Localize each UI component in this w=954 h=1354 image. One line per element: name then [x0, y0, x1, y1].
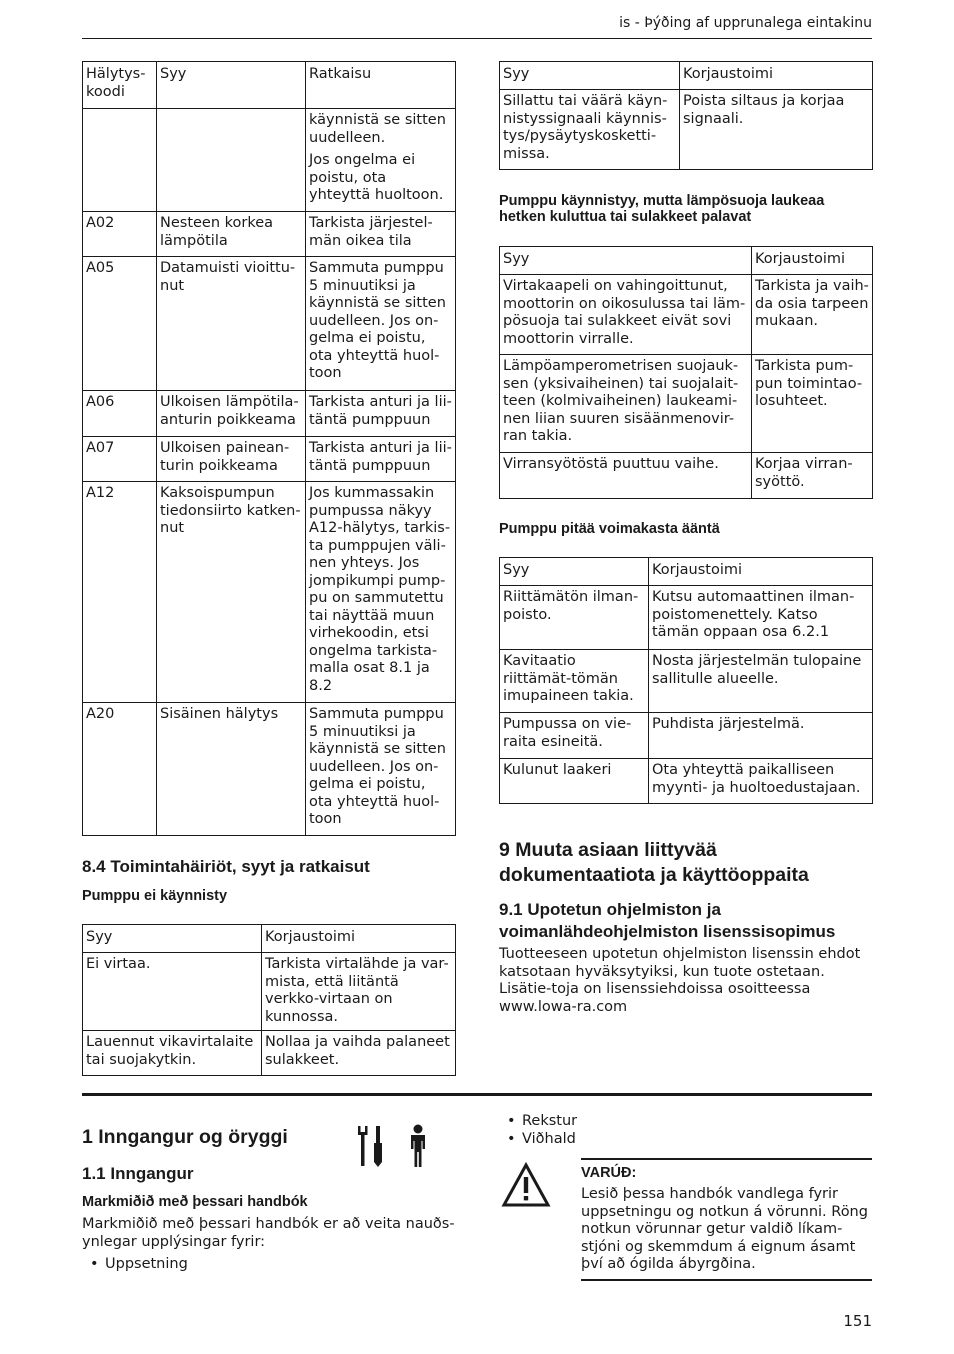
alarm-cause	[157, 109, 306, 212]
action-cell: Nosta järjestelmän tulopaine sallitulle alueelle.	[649, 650, 873, 713]
cause-cell: Pumpussa on vie-raita esineitä.	[500, 713, 649, 759]
column-header-cause: Syy	[83, 925, 262, 953]
alarm-solution: Tarkista anturi ja lii-täntä pumppuun	[306, 391, 456, 437]
alarm-cause: Kaksoispumpun tiedonsiirto katken-nut	[157, 482, 306, 703]
table-row	[83, 703, 456, 836]
alarm-cause: Datamuisti vioittu-nut	[157, 257, 306, 391]
table-row	[83, 482, 456, 703]
section-9-title: 9 Muuta asiaan liittyvää dokumentaatiota ja käyttöoppaita	[499, 839, 809, 886]
icelandic-subtitle: 1.1 Inngangur	[82, 1164, 194, 1183]
purpose-heading: Markmiðið með þessari handbók	[82, 1194, 308, 1210]
column-header-code: Hälytys- koodi	[83, 62, 157, 109]
noise-heading: Pumppu pitää voimakasta ääntä	[499, 521, 720, 537]
column-header-action: Korjaustoimi	[752, 247, 873, 275]
person-icon	[407, 1124, 429, 1168]
table-row	[500, 759, 873, 804]
action-cell: Tarkista ja vaih-da osia tarpeen mukaan.	[752, 275, 873, 355]
page-header: is - Þýðing af upprunalega eintakinu	[619, 15, 872, 31]
alarm-cause: Nesteen korkea lämpötila	[157, 212, 306, 257]
alarm-solution: Sammuta pumppu 5 minuutiksi ja käynnistä se sitten uudelleen. Jos on-gelma ei poistu, ota yhteyttä huol-toon	[306, 257, 456, 391]
table-row	[83, 257, 456, 391]
alarm-table	[82, 61, 456, 836]
alarm-code: A05	[83, 257, 157, 391]
noise-table	[499, 557, 873, 804]
alarm-cause: Ulkoisen painean-turin poikkeama	[157, 437, 306, 482]
section-divider	[82, 1093, 872, 1096]
alarm-solution: Sammuta pumppu 5 minuutiksi ja käynnistä se sitten uudelleen. Jos on-gelma ei poistu, ota yhteyttä huol-toon	[306, 703, 456, 836]
header-divider	[82, 38, 872, 39]
table-row	[83, 212, 456, 257]
warning-bottom-rule	[581, 1279, 872, 1281]
table-header-row	[500, 247, 873, 275]
alarm-solution: Tarkista järjestel-män oikea tila	[306, 212, 456, 257]
list-item: • Uppsetning	[82, 1256, 188, 1274]
action-cell: Tarkista virtalähde ja var-mista, että liitäntä verkko-virtaan on kunnossa.	[262, 953, 456, 1031]
alarm-solution	[306, 109, 456, 212]
table-row	[83, 391, 456, 437]
bullet-list-right	[499, 1113, 577, 1148]
list-item: • Rekstur	[499, 1113, 577, 1131]
section-8-4-title: 8.4 Toimintahäiriöt, syyt ja ratkaisut	[82, 857, 370, 876]
alarm-code: A02	[83, 212, 157, 257]
warning-label: VARÚÐ:	[581, 1165, 637, 1181]
table-header-row	[83, 62, 456, 109]
action-cell: Kutsu automaattinen ilman-poistomenettely. Katso tämän oppaan osa 6.2.1	[649, 586, 873, 650]
column-header-cause: Syy	[500, 558, 649, 586]
no-start-table	[82, 924, 456, 1076]
cause-cell: Ei virtaa.	[83, 953, 262, 1031]
table-row	[83, 437, 456, 482]
section-8-4-subtitle: Pumppu ei käynnisty	[82, 888, 228, 904]
cause-cell: Kulunut laakeri	[500, 759, 649, 804]
table-row	[500, 650, 873, 713]
action-cell: Poista siltaus ja korjaa signaali.	[680, 90, 873, 170]
action-cell: Nollaa ja vaihda palaneet sulakkeet.	[262, 1031, 456, 1076]
column-header-cause: Syy	[500, 247, 752, 275]
section-9-1-title: 9.1 Upotetun ohjelmiston ja voimanlähdeohjelmiston lisenssisopimus	[499, 900, 836, 941]
cause-cell: Kavitaatio riittämät-tömän imupaineen takia.	[500, 650, 649, 713]
solution-paragraph: käynnistä se sitten uudelleen.	[309, 112, 446, 146]
column-header-action: Korjaustoimi	[680, 62, 873, 90]
action-cell: Tarkista pum-pun toimintao-losuhteet.	[752, 355, 873, 453]
alarm-code: A06	[83, 391, 157, 437]
column-header-action: Korjaustoimi	[262, 925, 456, 953]
table-header-row	[500, 558, 873, 586]
column-header-cause: Syy	[500, 62, 680, 90]
alarm-code	[83, 109, 157, 212]
alarm-cause: Ulkoisen lämpötila-anturin poikkeama	[157, 391, 306, 437]
action-cell: Korjaa virran-syöttö.	[752, 453, 873, 499]
warning-triangle-icon	[501, 1162, 551, 1208]
thermal-table	[499, 246, 873, 499]
solution-paragraph: Jos ongelma ei poistu, ota yhteyttä huoltoon.	[309, 152, 444, 203]
column-header-cause: Syy	[157, 62, 306, 109]
icelandic-title: 1 Inngangur og öryggi	[82, 1126, 288, 1148]
table-row	[500, 355, 873, 453]
alarm-code: A07	[83, 437, 157, 482]
column-header-solution: Ratkaisu	[306, 62, 456, 109]
table-header-row	[83, 925, 456, 953]
cause-cell: Virransyötöstä puuttuu vaihe.	[500, 453, 752, 499]
list-item: • Viðhald	[499, 1131, 577, 1149]
cause-cell: Lämpöamperometrisen suojauk-sen (yksivaiheinen) tai suojalait-teen (kolmivaiheinen) laukeami-nen liian suuren sisäänmenovir-ran takia.	[500, 355, 752, 453]
alarm-solution: Jos kummassakin pumpussa näkyy A12-hälytys, tarkis-ta pumppujen väli-nen yhteys. Jos jompikumpi pump-pu on sammutettu tai näyttää muun virhekoodin, etsi ongelma tarkista-malla osat 8.1 ja 8.2	[306, 482, 456, 703]
table-row	[83, 953, 456, 1031]
table-row	[500, 453, 873, 499]
section-9-1-body: Tuotteeseen upotetun ohjelmiston lisenssin ehdot katsotaan hyväksytyiksi, kun tuote ostetaan. Lisätie-toja on lisenssiehdoissa osoitteessa www.lowa-ra.com	[499, 946, 861, 1015]
table-row	[500, 90, 873, 170]
warning-text: Lesið þessa handbók vandlega fyrir uppsetningu og notkun á vörunni. Röng notkun vörunnar getur valdið líkam-stjóni og skemmdum á eignum ásamt því að ógilda ábyrgðina.	[581, 1186, 868, 1272]
table-row	[500, 713, 873, 759]
bullet-list-left	[82, 1256, 188, 1274]
page-number: 151	[843, 1312, 872, 1330]
cause-cell: Sillattu tai väärä käyn-nistyssignaali käynnis-tys/pysäytyskosketti-missa.	[500, 90, 680, 170]
cause-cell: Riittämätön ilman-poisto.	[500, 586, 649, 650]
warning-top-rule	[581, 1158, 872, 1160]
alarm-cause: Sisäinen hälytys	[157, 703, 306, 836]
column-header-action: Korjaustoimi	[649, 558, 873, 586]
alarm-code: A20	[83, 703, 157, 836]
tools-icon	[357, 1124, 387, 1168]
action-cell: Ota yhteyttä paikalliseen myynti- ja huoltoedustajaan.	[649, 759, 873, 804]
table-row	[83, 109, 456, 212]
thermal-heading: Pumppu käynnistyy, mutta lämpösuoja laukeaa hetken kuluttua tai sulakkeet palavat	[499, 193, 825, 225]
cause-cell: Lauennut vikavirtalaite tai suojakytkin.	[83, 1031, 262, 1076]
alarm-code: A12	[83, 482, 157, 703]
alarm-solution: Tarkista anturi ja lii-täntä pumppuun	[306, 437, 456, 482]
table-row	[500, 586, 873, 650]
cause-cell: Virtakaapeli on vahingoittunut, moottorin on oikosulussa tai läm-pösuoja tai sulakkeet eivät sovi moottorin virralle.	[500, 275, 752, 355]
purpose-text: Markmiðið með þessari handbók er að veita nauðs-ynlegar upplýsingar fyrir:	[82, 1216, 455, 1250]
table-row	[500, 275, 873, 355]
table-header-row	[500, 62, 873, 90]
signal-table	[499, 61, 873, 170]
action-cell: Puhdista järjestelmä.	[649, 713, 873, 759]
table-row	[83, 1031, 456, 1076]
